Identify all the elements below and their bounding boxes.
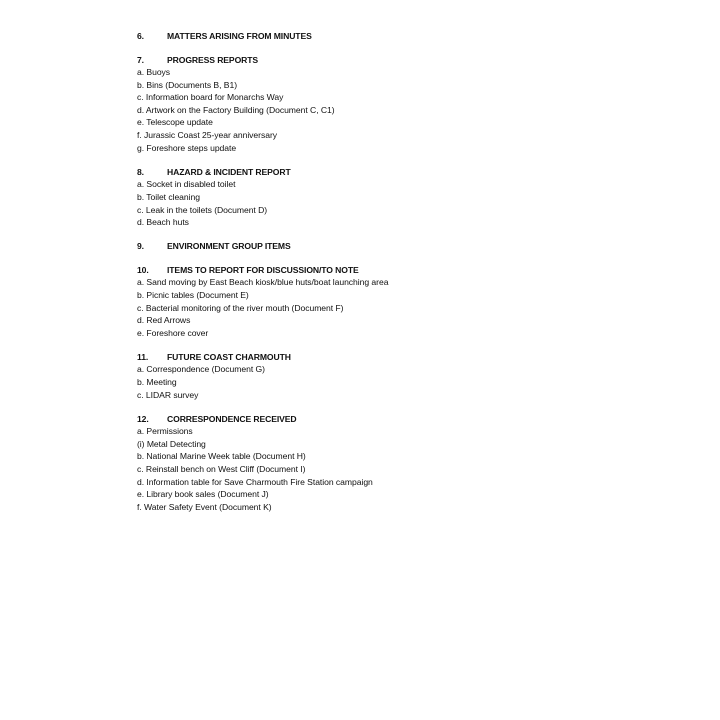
section-title: ENVIRONMENT GROUP ITEMS bbox=[167, 241, 291, 252]
section-heading bbox=[137, 413, 697, 425]
agenda-item: a. Correspondence (Document G) bbox=[137, 364, 265, 375]
agenda-item: d. Beach huts bbox=[137, 217, 189, 228]
agenda-item: c. Leak in the toilets (Document D) bbox=[137, 204, 268, 215]
agenda-item: e. Foreshore cover bbox=[137, 327, 209, 338]
agenda-section-8 bbox=[137, 166, 697, 229]
agenda-item: b. Bins (Documents B, B1) bbox=[137, 79, 238, 90]
agenda-item: c. Information board for Monarchs Way bbox=[137, 92, 284, 103]
section-heading bbox=[137, 166, 697, 178]
section-heading bbox=[137, 30, 697, 42]
agenda-item: e. Telescope update bbox=[137, 117, 213, 128]
agenda-item: a. Permissions bbox=[137, 426, 193, 437]
agenda-item: b. National Marine Week table (Document H) bbox=[137, 451, 306, 462]
section-heading bbox=[137, 351, 697, 363]
agenda-section-9 bbox=[137, 240, 697, 252]
section-title: ITEMS TO REPORT FOR DISCUSSION/TO NOTE bbox=[167, 264, 359, 275]
section-number: 12. bbox=[137, 413, 149, 424]
agenda-item: a. Socket in disabled toilet bbox=[137, 179, 236, 190]
section-heading bbox=[137, 264, 697, 276]
agenda-item: c. LIDAR survey bbox=[137, 389, 199, 400]
agenda-item: c. Bacterial monitoring of the river mouth (Document F) bbox=[137, 302, 344, 313]
section-number: 11. bbox=[137, 351, 149, 362]
section-number: 9. bbox=[137, 241, 144, 252]
agenda-item: (i) Metal Detecting bbox=[137, 438, 206, 449]
agenda-item: b. Meeting bbox=[137, 376, 177, 387]
agenda-item: f. Jurassic Coast 25-year anniversary bbox=[137, 130, 278, 141]
section-title: PROGRESS REPORTS bbox=[167, 54, 259, 65]
agenda-item: b. Picnic tables (Document E) bbox=[137, 289, 249, 300]
agenda-item: b. Toilet cleaning bbox=[137, 191, 200, 202]
section-title: HAZARD & INCIDENT REPORT bbox=[167, 166, 291, 177]
agenda-item: c. Reinstall bench on West Cliff (Document I) bbox=[137, 464, 306, 475]
agenda-item: e. Library book sales (Document J) bbox=[137, 489, 269, 500]
agenda-section-6 bbox=[137, 30, 697, 42]
agenda-item: d. Artwork on the Factory Building (Document C, C1) bbox=[137, 104, 335, 115]
agenda-item: d. Red Arrows bbox=[137, 315, 191, 326]
section-title: CORRESPONDENCE RECEIVED bbox=[167, 413, 297, 424]
agenda-item: g. Foreshore steps update bbox=[137, 142, 237, 153]
agenda-item: a. Sand moving by East Beach kiosk/blue huts/boat launching area bbox=[137, 277, 389, 288]
section-number: 6. bbox=[137, 31, 144, 41]
agenda-section-12 bbox=[137, 413, 697, 514]
agenda-item: a. Buoys bbox=[137, 67, 171, 78]
section-title: MATTERS ARISING FROM MINUTES bbox=[167, 31, 312, 41]
section-number: 8. bbox=[137, 166, 144, 177]
section-heading bbox=[137, 240, 697, 252]
section-title: FUTURE COAST CHARMOUTH bbox=[167, 351, 291, 362]
agenda-item: d. Information table for Save Charmouth Fire Station campaign bbox=[137, 476, 373, 487]
section-number: 7. bbox=[137, 54, 144, 65]
section-number: 10. bbox=[137, 264, 149, 275]
agenda-section-7 bbox=[137, 54, 697, 155]
agenda-section-11 bbox=[137, 351, 697, 401]
section-heading bbox=[137, 54, 697, 66]
agenda-item: f. Water Safety Event (Document K) bbox=[137, 501, 272, 512]
agenda-content bbox=[137, 30, 697, 525]
agenda-section-10 bbox=[137, 264, 697, 340]
